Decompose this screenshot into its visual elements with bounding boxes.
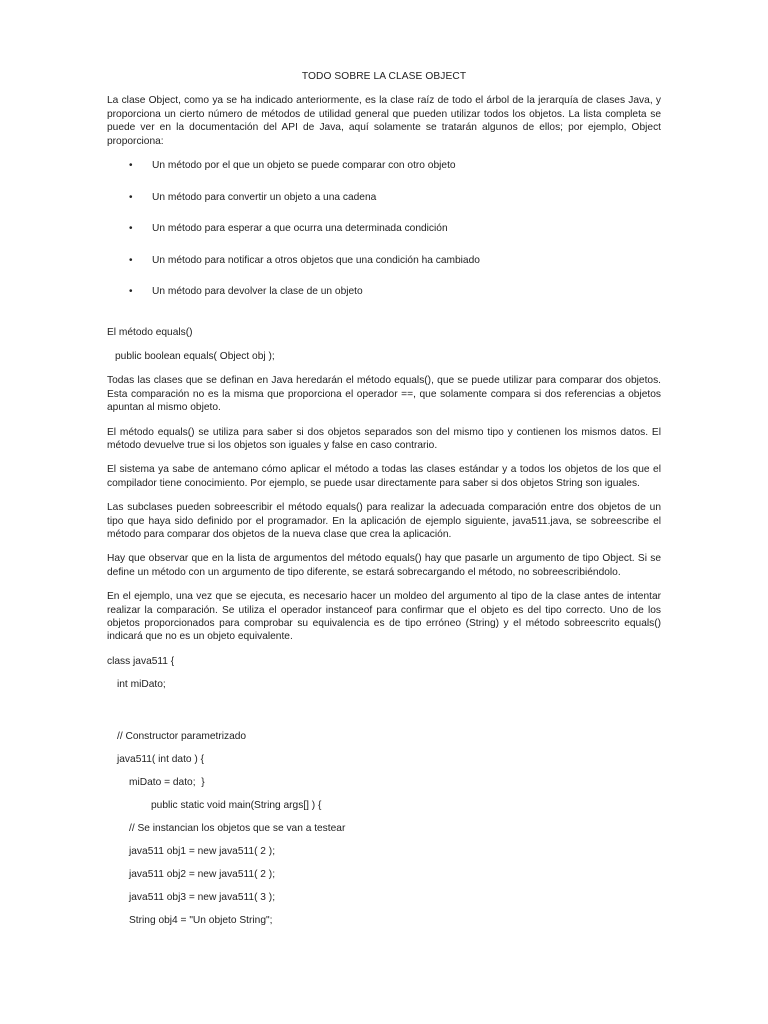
- bullet-icon: •: [129, 191, 133, 203]
- list-item: [107, 254, 661, 286]
- code-obj2: java511 obj2 = new java511( 2 );: [129, 868, 276, 880]
- code-obj4: String obj4 = "Un objeto String";: [129, 914, 273, 926]
- body-paragraph: Las subclases pueden sobreescribir el método equals() para realizar la adecuada comparación entre dos objetos de un tipo que haya sido definido por el programador. En la aplicación de ejemplo siguiente, java511.java, se sobreescribe el método para comparar dos objetos de la nueva clase que crea la aplicación.: [107, 502, 661, 540]
- list-item: [107, 222, 661, 254]
- page-title: TODO SOBRE LA CLASE OBJECT: [301, 71, 467, 82]
- list-item-text: Un método para esperar a que ocurra una determinada condición: [152, 223, 448, 235]
- body-paragraph: En el ejemplo, una vez que se ejecuta, es necesario hacer un moldeo del argumento al tipo de la clase antes de intentar realizar la comparación. Se utiliza el operador instanceof para confirmar que el objeto es del tipo correcto. Uno de los objetos proporcionados para comprobar su equivalencia es de tipo erróneo (String) y el método sobreescrito equals() indicará que no es un objeto equivalente.: [107, 591, 661, 643]
- code-blank-gap: [107, 701, 661, 730]
- list-item-text: Un método por el que un objeto se puede comparar con otro objeto: [152, 160, 456, 172]
- list-item: [107, 159, 661, 191]
- body-paragraph: Hay que observar que en la lista de argumentos del método equals() hay que pasarle un argumento de tipo Object. Si se define un método con un argumento de tipo diferente, se estará sobrecargando el método, no sobreescribiéndolo.: [107, 553, 661, 578]
- intro-paragraph: La clase Object, como ya se ha indicado anteriormente, es la clase raíz de todo el árbol de la jerarquía de clases Java, y proporciona un cierto número de métodos de utilidad general que pueden utilizar todos los objetos. La lista completa se puede ver en la documentación del API de Java, aquí solamente se tratarán algunos de ellos; por ejemplo, Object proporciona:: [107, 95, 661, 147]
- bullet-icon: •: [129, 160, 133, 172]
- body-paragraph: El método equals() se utiliza para saber si dos objetos separados son del mismo tipo y contienen los mismos datos. El método devuelve true si los objetos son iguales y false en caso contrario.: [107, 426, 661, 451]
- code-listing: [107, 655, 661, 937]
- bullet-icon: •: [129, 286, 133, 298]
- list-item-text: Un método para devolver la clase de un objeto: [152, 286, 363, 298]
- code-obj3: java511 obj3 = new java511( 3 );: [129, 891, 276, 903]
- code-field: int miDato;: [117, 678, 166, 690]
- code-comment-test: // Se instancian los objetos que se van a testear: [129, 822, 346, 834]
- body-paragraph: Todas las clases que se definan en Java heredarán el método equals(), que se puede utilizar para comparar dos objetos. Esta comparación no es la misma que proporciona el operador ==, que solamente compara si dos referencias a objetos apuntan al mismo objeto.: [107, 375, 661, 414]
- code-obj1: java511 obj1 = new java511( 2 );: [129, 845, 276, 857]
- body-paragraph: El sistema ya sabe de antemano cómo aplicar el método a todas las clases estándar y a todos los objetos de los que el compilador tiene conocimiento. Por ejemplo, se puede usar directamente para saber si dos objetos String son iguales.: [107, 464, 661, 489]
- code-main-method: public static void main(String args[] ) {: [151, 799, 322, 811]
- list-item: [107, 191, 661, 223]
- bullet-icon: •: [129, 223, 133, 235]
- bullet-icon: •: [129, 254, 133, 266]
- code-constructor-body: miDato = dato; }: [129, 776, 205, 788]
- bullet-list: [107, 159, 661, 317]
- list-item-text: Un método para notificar a otros objetos que una condición ha cambiado: [152, 254, 480, 266]
- code-constructor: java511( int dato ) {: [117, 753, 205, 765]
- method-signature: public boolean equals( Object obj );: [115, 350, 275, 362]
- code-comment-constructor: // Constructor parametrizado: [117, 730, 247, 742]
- section-heading: El método equals(): [107, 326, 193, 338]
- code-class-declaration: class java511 {: [107, 655, 175, 667]
- list-item-text: Un método para convertir un objeto a una cadena: [152, 191, 377, 203]
- list-item: [107, 285, 661, 317]
- document-content: [107, 70, 661, 937]
